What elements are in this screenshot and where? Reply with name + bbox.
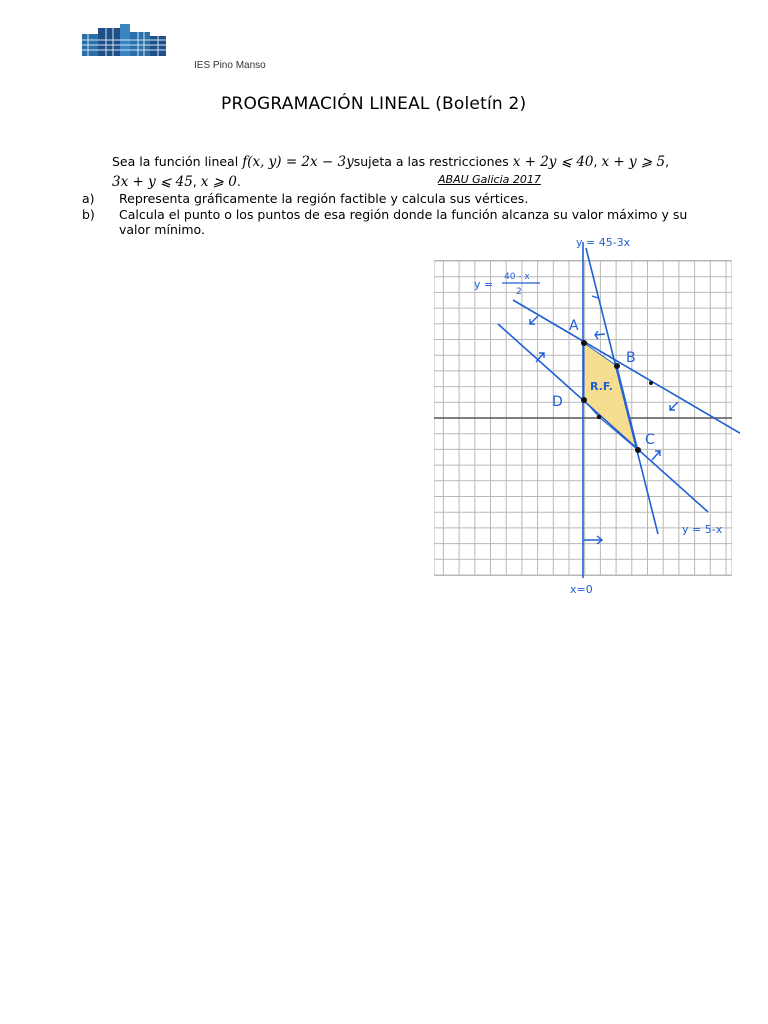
vertex-c-dot bbox=[635, 447, 641, 453]
restriction-2: x + y ⩾ 5 bbox=[601, 154, 666, 170]
point-e-dot bbox=[597, 415, 601, 419]
label-vertex-d: D bbox=[552, 394, 563, 410]
label-line-5-x: y = 5-x bbox=[682, 523, 723, 536]
arrow-2y-right bbox=[670, 402, 678, 410]
arrow-y5-right bbox=[652, 451, 660, 460]
school-name: IES Pino Manso bbox=[194, 60, 266, 71]
restriction-1: x + 2y ⩽ 40 bbox=[512, 154, 594, 170]
restriction-4: x ⩾ 0 bbox=[200, 174, 237, 190]
label-line-40-x-den: 2 bbox=[516, 287, 522, 297]
question-b-label: b) bbox=[82, 207, 95, 222]
point-mid-dot bbox=[649, 381, 653, 385]
restriction-3: 3x + y ⩽ 45 bbox=[112, 174, 193, 190]
arrow-2y-left bbox=[530, 316, 538, 324]
vertex-d-dot bbox=[581, 397, 587, 403]
label-vertex-b: B bbox=[626, 350, 636, 366]
label-line-40-x-num: 40 - x bbox=[504, 272, 530, 282]
problem-statement: Sea la función lineal f(x, y) = 2x − 3ysujeta a las restricciones x + 2y ⩽ 40, x + y ⩾ 5, 3x + y ⩽ 45, x ⩾ 0. bbox=[112, 154, 670, 190]
school-logo bbox=[80, 22, 168, 58]
vertex-a-dot bbox=[581, 340, 587, 346]
feasible-region-graph bbox=[430, 236, 740, 598]
question-b-text: Calcula el punto o los puntos de esa región donde la función alcanza su valor máximo y su valor mínimo. bbox=[119, 207, 688, 237]
restrictions-intro: sujeta a las restricciones bbox=[353, 154, 509, 169]
label-line-45-3x: y = 45-3x bbox=[576, 236, 631, 249]
region-label: R.F. bbox=[590, 380, 613, 393]
label-vertex-c: C bbox=[645, 432, 655, 448]
label-x-equals-0: x=0 bbox=[570, 583, 593, 596]
label-vertex-a: A bbox=[569, 318, 579, 334]
page-title: PROGRAMACIÓN LINEAL (Boletín 2) bbox=[221, 94, 527, 114]
question-a-label: a) bbox=[82, 191, 95, 206]
question-a-text: Representa gráficamente la región factible y calcula sus vértices. bbox=[119, 191, 529, 206]
label-line-40-x-lhs: y = bbox=[474, 278, 494, 291]
arrow-x0 bbox=[584, 536, 602, 544]
vertex-b-dot bbox=[614, 363, 620, 369]
statement-intro: Sea la función lineal bbox=[112, 154, 239, 169]
objective-function: f(x, y) = 2x − 3y bbox=[242, 154, 354, 170]
arrow-3x-top bbox=[592, 296, 598, 298]
source-reference: ABAU Galicia 2017 bbox=[438, 173, 541, 186]
